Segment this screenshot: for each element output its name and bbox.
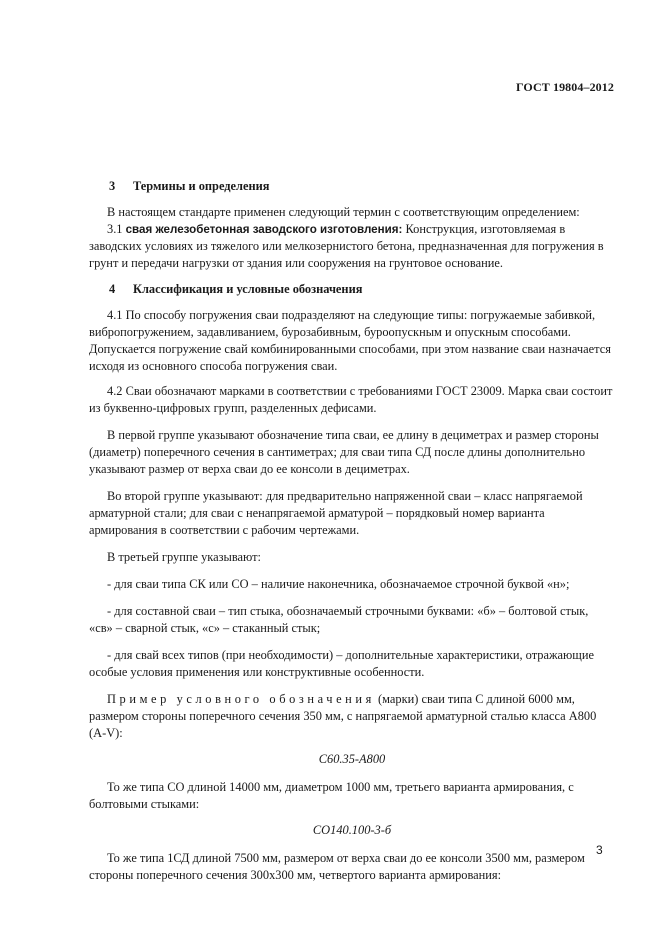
example-text: (марки) сваи типа С длиной 6000 мм, размером стороны поперечного сечения 350 мм, с напрягаемой арматурной сталью класса А800 (A-V): — [89, 692, 597, 740]
term-number: 3.1 — [107, 222, 123, 236]
paragraph-group-1: В первой группе указывают обозначение типа сваи, ее длину в дециметрах и размер стороны (диаметр) поперечного сечения в сантиметрах; для сваи типа СД после длины дополнительно указывают размер от верха сваи до ее консоли в дециметрах. — [89, 428, 599, 476]
example-label: Пример условного обозначения — [107, 692, 375, 706]
section-3-heading — [89, 178, 615, 195]
section-4-title: Классификация и условные обозначения — [133, 282, 363, 296]
paragraph-group-3: В третьей группе указывают: — [107, 550, 261, 564]
page-content — [89, 178, 615, 884]
section-4-heading — [89, 281, 615, 298]
example-3-paragraph: То же типа 1СД длиной 7500 мм, размером от верха сваи до ее консоли 3500 мм, размером стороны поперечного сечения 300х300 мм, четвертого варианта армирования: — [89, 851, 585, 882]
list-item-composite: - для составной сваи – тип стыка, обозначаемый строчными буквами: «б» – болтовой стык, «св» – сварной стык, «с» – стаканный стык; — [89, 604, 589, 635]
list-item-all-types: - для свай всех типов (при необходимости) – дополнительные характеристики, отражающие особые условия применения или конструктивные особенности. — [89, 648, 594, 679]
example-2-paragraph: То же типа СО длиной 14000 мм, диаметром 1000 мм, третьего варианта армирования, с болтовыми стыками: — [89, 780, 574, 811]
designation-formula-1: С60.35-А800 — [318, 752, 386, 766]
section-3-title: Термины и определения — [133, 179, 270, 193]
page-number: 3 — [596, 843, 603, 857]
list-item-ck-co: - для сваи типа СК или СО – наличие наконечника, обозначаемое строчной буквой «н»; — [107, 577, 570, 591]
term-definition: Конструкция, изготовляемая в заводских условиях из тяжелого или мелкозернистого бетона, предназначенная для погружения в грунт и передачи нагрузки от здания или сооружения на грунтовое основание. — [89, 222, 604, 270]
paragraph-4-1: 4.1 По способу погружения сваи подразделяют на следующие типы: погружаемые забивкой, вибропогружением, задавливанием, бурозабивным, буроопускным и опускным способами. Допускается погружение свай комбинированными способами, при этом название сваи назначается исходя из основного способа погружения сваи. — [89, 308, 611, 373]
example-paragraph — [89, 691, 615, 742]
document-header: ГОСТ 19804–2012 — [516, 80, 614, 94]
term-3-1 — [89, 221, 615, 272]
term-label: свая железобетонная заводского изготовления: — [125, 223, 403, 236]
section-3-intro: В настоящем стандарте применен следующий термин с соответствующим определением: — [107, 205, 580, 219]
designation-formula-2: СО140.100-3-б — [312, 823, 392, 837]
section-3-number: 3 — [109, 179, 116, 193]
section-4-number: 4 — [109, 282, 116, 296]
paragraph-4-2: 4.2 Сваи обозначают марками в соответствии с требованиями ГОСТ 23009. Марка сваи состоит из буквенно-цифровых групп, разделенных дефисами. — [89, 384, 613, 415]
paragraph-group-2: Во второй группе указывают: для предварительно напряженной сваи – класс напрягаемой арматурной стали; для сваи с ненапрягаемой арматурой – порядковый номер варианта армирования в соответствии с рабочим чертежами. — [89, 489, 583, 537]
